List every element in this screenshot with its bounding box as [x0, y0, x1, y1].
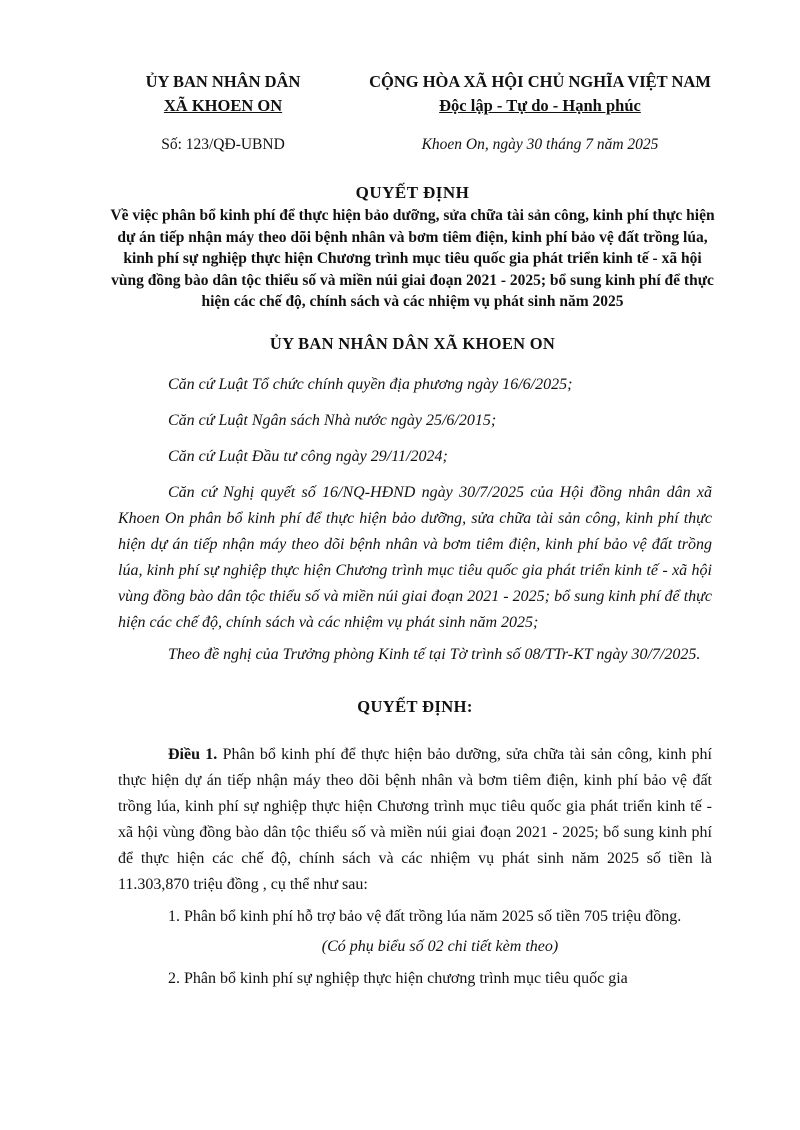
legal-basis-3: Căn cứ Luật Đầu tư công ngày 29/11/2024;	[168, 448, 448, 465]
item-1-note: (Có phụ biểu số 02 chi tiết kèm theo)	[321, 938, 559, 955]
authority-line-2: XÃ KHOEN ON	[163, 96, 283, 115]
national-motto	[360, 70, 720, 118]
decision-subject: Về việc phân bổ kinh phí để thực hiện bảo dưỡng, sửa chữa tài sản công, kinh phí thực hiện dự án tiếp nhận máy theo dõi bệnh nhân và bơm tiêm điện, kinh phí bảo vệ đất trồng lúa, kinh phí sự nghiệp thực hiện Chương trình mục tiêu quốc gia phát triển kinh tế - xã hội vùng đồng bào dân tộc thiểu số và miền núi giai đoạn 2021 - 2025; bổ sung kinh phí để thực hiện các chế độ, chính sách và các nhiệm vụ phát sinh năm 2025	[110, 207, 715, 310]
legal-basis-4	[118, 480, 712, 636]
article-1-text: Phân bổ kinh phí để thực hiện bảo dưỡng, sửa chữa tài sản công, kinh phí thực hiện dự án tiếp nhận máy theo dõi bệnh nhân và bơm tiêm điện, kinh phí bảo vệ đất trồng lúa, kinh phí sự nghiệp thực hiện Chương trình mục tiêu quốc gia phát triển kinh tế - xã hội vùng đồng bào dân tộc thiểu số và miền núi giai đoạn 2021 - 2025; bổ sung kinh phí để thực hiện các chế độ, chính sách và các nhiệm vụ phát sinh năm 2025 số tiền là 11.303,870 triệu đồng , cụ thể như sau:	[118, 746, 713, 893]
decides-heading: QUYẾT ĐỊNH:	[357, 697, 473, 716]
item-2: 2. Phân bổ kinh phí sự nghiệp thực hiện chương trình mục tiêu quốc gia	[168, 970, 628, 987]
document-number: Số: 123/QĐ-UBND	[161, 136, 285, 153]
legal-basis-5-text: Theo đề nghị của Trưởng phòng Kinh tế tại Tờ trình số 08/TTr-KT ngày 30/7/2025.	[168, 646, 701, 663]
place-date: Khoen On, ngày 30 tháng 7 năm 2025	[421, 136, 659, 153]
legal-basis-1: Căn cứ Luật Tổ chức chính quyền địa phương ngày 16/6/2025;	[168, 376, 573, 393]
item-1: 1. Phân bổ kinh phí hỗ trợ bảo vệ đất trồng lúa năm 2025 số tiền 705 triệu đồng.	[168, 908, 682, 925]
legal-basis-5	[118, 642, 712, 668]
decision-title: QUYẾT ĐỊNH	[355, 183, 470, 202]
decision-heading	[110, 183, 715, 313]
nation-name: CỘNG HÒA XÃ HỘI CHỦ NGHĨA VIỆT NAM	[369, 72, 711, 91]
document-body	[118, 372, 713, 992]
authority-line-1: ỦY BAN NHÂN DÂN	[145, 72, 301, 91]
document-header	[118, 70, 720, 118]
article-1	[118, 742, 712, 898]
authority-heading: ỦY BAN NHÂN DÂN XÃ KHOEN ON	[269, 334, 556, 353]
legal-basis-4-text: Căn cứ Nghị quyết số 16/NQ-HĐND ngày 30/7/2025 của Hội đồng nhân dân xã Khoen On phân bổ kinh phí để thực hiện bảo dưỡng, sửa chữa tài sản công, kinh phí thực hiện dự án tiếp nhận máy theo dõi bệnh nhân và bơm tiêm điện, kinh phí bảo vệ đất trồng lúa, kinh phí sự nghiệp thực hiện Chương trình mục tiêu quốc gia phát triển kinh tế - xã hội vùng đồng bào dân tộc thiểu số và miền núi giai đoạn 2021 - 2025; bổ sung kinh phí để thực hiện các chế độ, chính sách và các nhiệm vụ phát sinh năm 2025;	[118, 484, 712, 631]
issuing-authority	[118, 70, 328, 118]
motto: Độc lập - Tự do - Hạnh phúc	[439, 96, 641, 115]
legal-basis-2: Căn cứ Luật Ngân sách Nhà nước ngày 25/6/2015;	[168, 412, 497, 429]
document-meta	[118, 136, 720, 154]
article-1-label: Điều 1.	[168, 746, 218, 763]
